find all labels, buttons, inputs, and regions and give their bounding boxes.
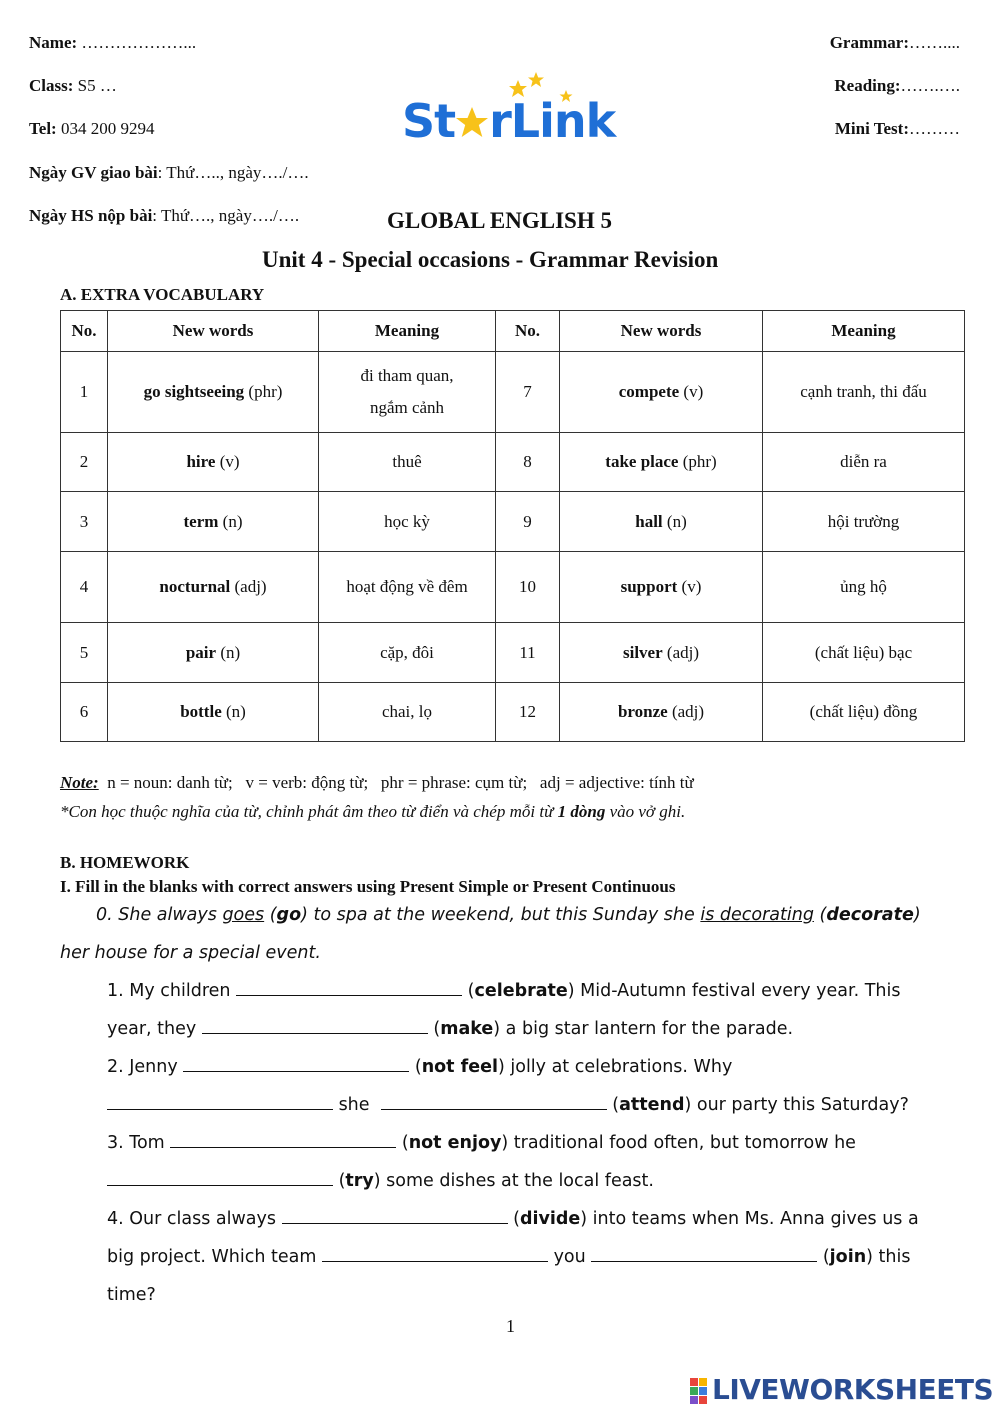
note-instruction: *Con học thuộc nghĩa của từ, chỉnh phát âm theo từ điển và chép mỗi từ 1 dòng vào vở ghi. [60,802,686,821]
meaning: ủng hộ [763,552,965,623]
meaning: diễn ra [763,433,965,492]
table-header-row [61,311,965,352]
meaning: học kỳ [319,492,496,552]
new-word: pair (n) [108,623,319,683]
starlink-logo: St rLink [400,70,650,155]
row-number: 6 [61,683,108,742]
new-word: term (n) [108,492,319,552]
answer-blank[interactable] [322,1247,548,1262]
new-word: hall (n) [560,492,763,552]
table-row [61,352,965,433]
meaning: (chất liệu) đồng [763,683,965,742]
question-3-line-1: 3. Tom (not enjoy) traditional food often, but tomorrow he [107,1133,856,1153]
tel-line: Tel: 034 200 9294 [29,119,155,138]
row-number: 10 [496,552,560,623]
unit-title: Unit 4 - Special occasions - Grammar Revision [262,247,719,272]
column-header: Meaning [763,311,965,352]
new-word: bottle (n) [108,683,319,742]
new-word: hire (v) [108,433,319,492]
reading-score: Reading:…….…. [834,76,960,95]
course-title: GLOBAL ENGLISH 5 [387,208,612,233]
new-word: silver (adj) [560,623,763,683]
column-header: New words [560,311,763,352]
answer-blank[interactable] [591,1247,817,1262]
meaning: cạnh tranh, thi đấu [763,352,965,433]
column-header: New words [108,311,319,352]
answer-blank[interactable] [202,1019,428,1034]
meaning: hoạt động về đêm [319,552,496,623]
logo-star-icon [455,106,489,140]
exercise-instruction: I. Fill in the blanks with correct answers using Present Simple or Present Continuous [60,877,676,896]
new-word: nocturnal (adj) [108,552,319,623]
answer-blank[interactable] [107,1171,333,1186]
row-number: 2 [61,433,108,492]
table-row [61,492,965,552]
assign-date-line: Ngày GV giao bài: Thứ….., ngày…./…. [29,163,309,182]
question-3-line-2: (try) some dishes at the local feast. [107,1171,654,1191]
meaning: đi tham quan, ngắm cảnh [319,352,496,433]
row-number: 1 [61,352,108,433]
table-row [61,683,965,742]
section-b-heading: B. HOMEWORK [60,853,190,872]
row-number: 7 [496,352,560,433]
column-header: No. [61,311,108,352]
table-row [61,433,965,492]
answer-blank[interactable] [170,1133,396,1148]
meaning: cặp, đôi [319,623,496,683]
row-number: 11 [496,623,560,683]
page-number: 1 [506,1316,515,1336]
question-4-line-2: big project. Which team you (join) this [107,1247,911,1267]
minitest-score: Mini Test:……… [834,119,960,138]
meaning: thuê [319,433,496,492]
meaning: (chất liệu) bạc [763,623,965,683]
question-2-line-2: she (attend) our party this Saturday? [107,1095,909,1115]
answer-blank[interactable] [183,1057,409,1072]
answer-blank[interactable] [236,981,462,996]
example-line-1: 0. She always goes (go) to spa at the weekend, but this Sunday she is decorating (decorate) [96,905,921,925]
column-header: Meaning [319,311,496,352]
question-1-line-1: 1. My children (celebrate) Mid-Autumn festival every year. This [107,981,901,1001]
answer-blank[interactable] [381,1095,607,1110]
name-line: Name: ………………... [29,33,197,52]
question-4-line-1: 4. Our class always (divide) into teams when Ms. Anna gives us a [107,1209,919,1229]
new-word: compete (v) [560,352,763,433]
row-number: 5 [61,623,108,683]
new-word: go sightseeing (phr) [108,352,319,433]
question-2-line-1: 2. Jenny (not feel) jolly at celebrations. Why [107,1057,733,1077]
question-1-line-2: year, they (make) a big star lantern for the parade. [107,1019,794,1039]
class-line: Class: S5 … [29,76,117,95]
row-number: 4 [61,552,108,623]
grammar-score: Grammar:…….... [829,33,960,52]
question-4-line-3: time? [107,1285,156,1305]
column-header: No. [496,311,560,352]
new-word: bronze (adj) [560,683,763,742]
example-line-2: her house for a special event. [60,943,321,963]
new-word: take place (phr) [560,433,763,492]
submit-date-line: Ngày HS nộp bài: Thứ…., ngày…./…. [29,206,300,225]
section-a-heading: A. EXTRA VOCABULARY [60,285,265,304]
new-word: support (v) [560,552,763,623]
vocabulary-table [60,310,965,742]
row-number: 9 [496,492,560,552]
row-number: 8 [496,433,560,492]
row-number: 12 [496,683,560,742]
meaning: chai, lọ [319,683,496,742]
answer-blank[interactable] [282,1209,508,1224]
answer-blank[interactable] [107,1095,333,1110]
note-line: Note: n = noun: danh từ; v = verb: động từ; phr = phrase: cụm từ; adj = adjective: tính từ [60,773,694,792]
brand-text: LIVEWORKSHEETS [712,1373,994,1406]
meaning: hội trường [763,492,965,552]
table-row [61,623,965,683]
row-number: 3 [61,492,108,552]
table-row [61,552,965,623]
